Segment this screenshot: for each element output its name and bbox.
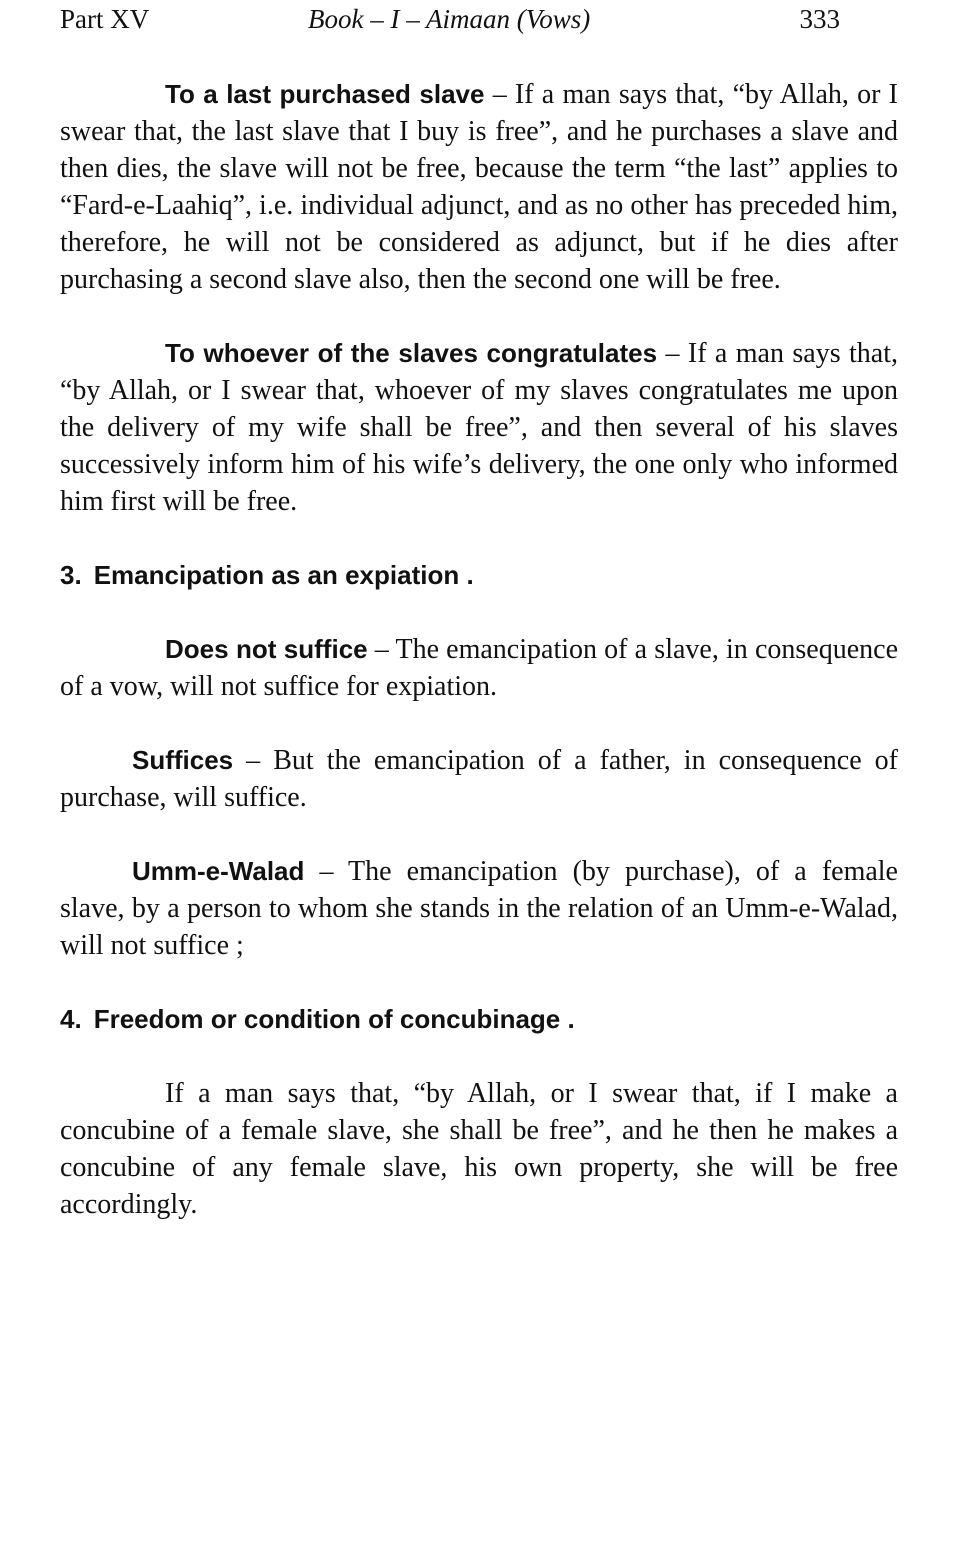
page-header: [60, 4, 840, 40]
term-does-not-suffice: Does not suffice: [165, 634, 368, 664]
term-congratulates: To whoever of the slaves congratulates: [165, 338, 658, 368]
section-heading-3: [60, 557, 898, 594]
text-suffices: – But the emancipation of a father, in consequence of purchase, will suffice.: [60, 745, 898, 813]
text-congratulates: – If a man says that, “by Allah, or I swear that, whoever of my slaves congratulates me upon the delivery of my wife shall be free”, and then several of his slaves successively inform him of his wife’s delivery, the one only who informed him first will be free.: [60, 338, 898, 517]
paragraph-concubinage: [60, 1075, 898, 1223]
paragraph-does-not-suffice: [60, 631, 898, 705]
section-number: 3.: [60, 560, 82, 590]
paragraph-umm-e-walad: [60, 853, 898, 964]
text-last-purchased-slave: – If a man says that, “by Allah, or I swear that, the last slave that I buy is free”, and he purchases a slave and then dies, the slave will not be free, because the term “the last” applies to “Fard-e-Laahiq”, i.e. individual adjunct, and as no other has preceded him, therefore, he will not be considered as adjunct, but if he dies after purchasing a second slave also, then the second one will be free.: [60, 79, 898, 295]
page-body: [60, 76, 898, 1223]
paragraph-congratulates: [60, 335, 898, 520]
section-heading-4: [60, 1001, 898, 1038]
section-title: Freedom or condition of concubinage .: [93, 1004, 575, 1034]
term-umm-e-walad: Umm-e-Walad: [132, 856, 305, 886]
page-number: 333: [799, 4, 840, 34]
section-title: Emancipation as an expiation .: [93, 560, 474, 590]
paragraph-last-purchased-slave: [60, 76, 898, 298]
part-label: Part XV: [60, 4, 150, 34]
text-concubinage: If a man says that, “by Allah, or I swear that, if I make a concubine of a female slave, she shall be free”, and he then he makes a concubine of any female slave, his own property, she will be free accordingly.: [60, 1078, 898, 1220]
text-does-not-suffice: – The emancipation of a slave, in consequence of a vow, will not suffice for expiation.: [60, 634, 898, 702]
term-suffices: Suffices: [132, 745, 234, 775]
paragraph-suffices: [60, 742, 898, 816]
section-number: 4.: [60, 1004, 82, 1034]
text-umm-e-walad: – The emancipation (by purchase), of a female slave, by a person to whom she stands in the relation of an Umm-e-Walad, will not suffice ;: [60, 856, 898, 961]
term-last-purchased-slave: To a last purchased slave: [165, 79, 485, 109]
book-title: Book – I – Aimaan (Vows): [308, 4, 591, 34]
